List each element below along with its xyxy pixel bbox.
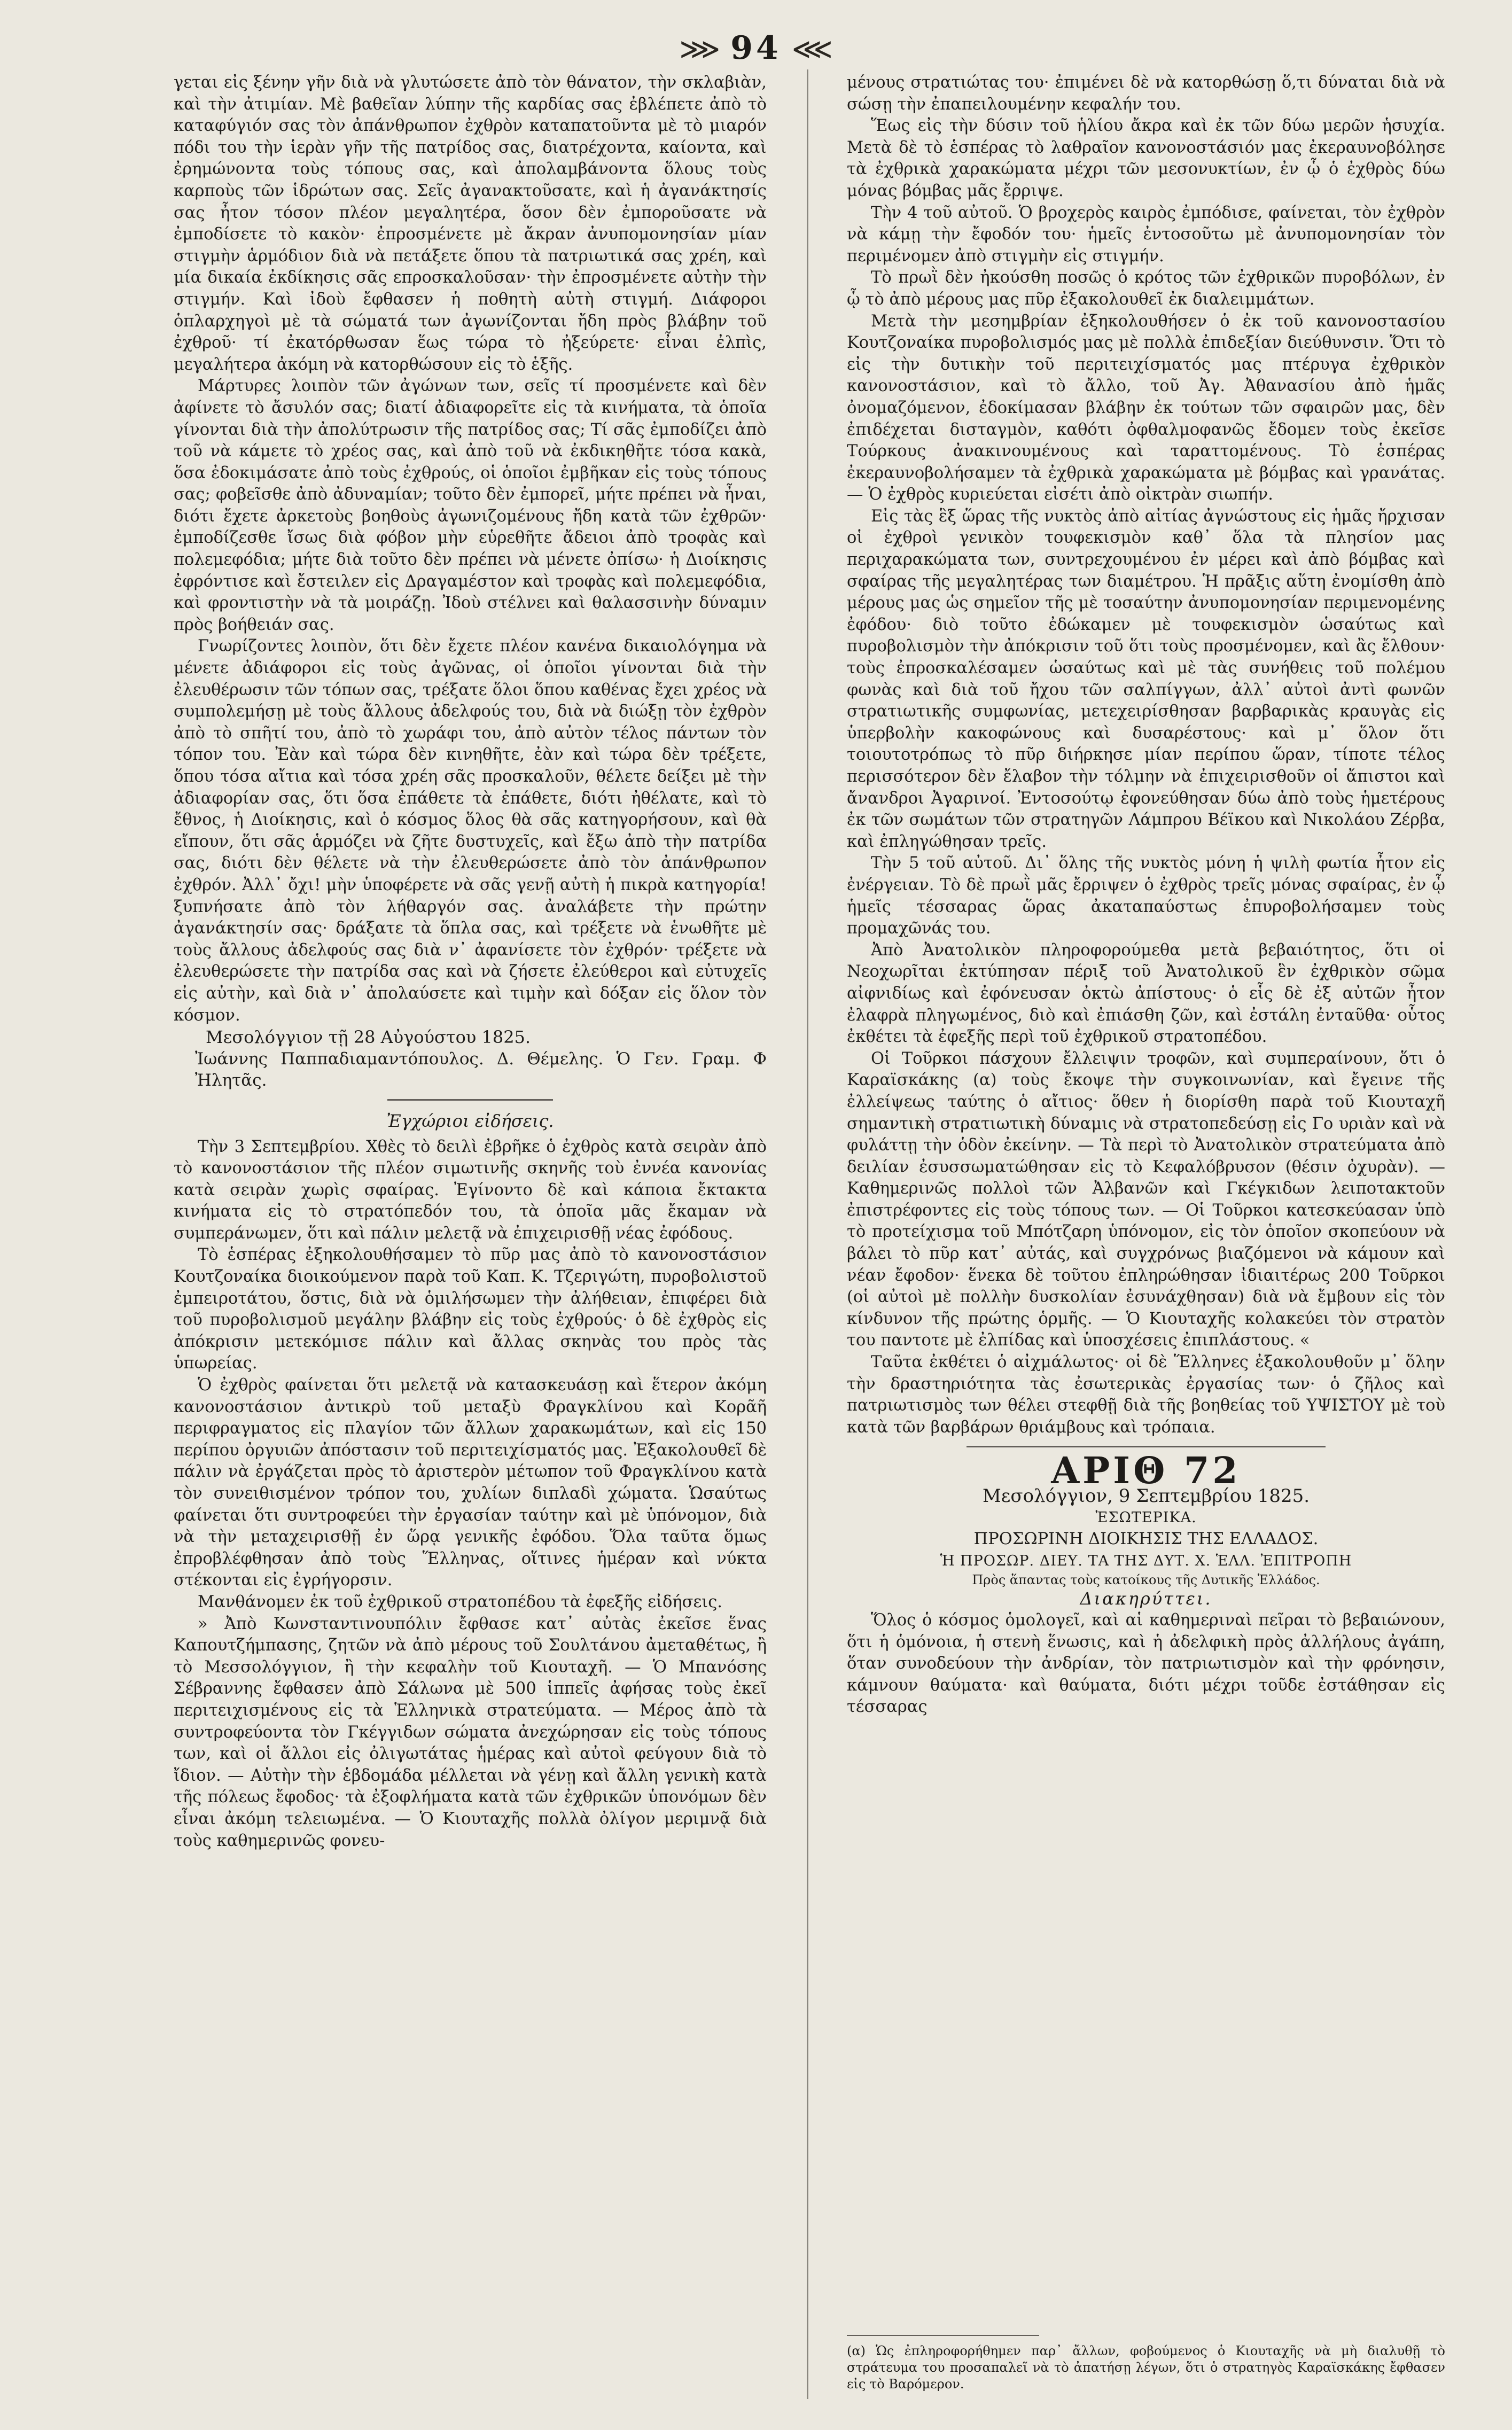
news-paragraph: Τὴν 4 τοῦ αὐτοῦ. Ὁ βροχερὸς καιρὸς ἐμπόδισε, φαίνεται, τὸν ἐχθρὸν νὰ κάμῃ τὴν ἔφοδόν του· ἡμεῖς ἐντοσοῦτω μὲ ἀνυπομονησίαν τὸν περιμένομεν ἀπὸ στιγμὴν εἰς στιγμήν. (847, 203, 1445, 266)
section-title: Ἐγχώριοι εἰδήσεις. (386, 1110, 554, 1131)
issue-rule (967, 1446, 1326, 1447)
news-paragraph: μένους στρατιώτας του· ἐπιμένει δὲ νὰ κατορθώσῃ ὅ,τι δύναται διὰ νὰ σώσῃ τὴν ἐπαπειλουμένην κεφαλήν του. (847, 73, 1445, 114)
proclamation-paragraph: Μάρτυρες λοιπὸν τῶν ἀγώνων των, σεῖς τί προσμένετε καὶ δὲν ἀφίνετε τὸ ἄσυλόν σας; διατί ἀδιαφορεῖτε εἰς τὰ κινήματα, τὰ ὁποῖα γίνονται διὰ τὴν ἀπολύτρωσιν τῆς πατρίδος σας; Τί σᾶς ἐμποδίζει ἀπὸ τοῦ νὰ κάμετε τὸ χρέος σας, καὶ ἀπὸ τοῦ νὰ ἐκδικηθῆτε τόσα κακὰ, ὅσα ἐδοκιμάσατε ἀπὸ τοὺς ἐχθρούς, οἱ ὁποῖοι ἐμβῆκαν εἰς τοὺς τόπους σας; φοβεῖσθε ἀπὸ ἀδυναμίαν; τοῦτο δὲν ἐμπορεῖ, μήτε πρέπει νὰ ἦναι, διότι ἔχετε ἀρκετοὺς βοηθοὺς ἀγωνιζομένους ἤδη κατὰ τῶν ἐχθρῶν· ἐμποδίζεσθε ἴσως διὰ φόβον μὴν εὑρεθῆτε ἄδειοι ἀπὸ τροφὰς καὶ πολεμεφόδια; μήτε διὰ τοῦτο δὲν πρέπει νὰ μένετε ὀπίσω· ἡ Διοίκησις ἐφρόντισε καὶ ἔστειλεν εἰς Δραγαμέστον καὶ τροφὰς καὶ πολεμεφόδια, καὶ φροντιστὴν νὰ τὰ μοιράζῃ. Ἰδοὺ στέλνει καὶ θαλασσινὴν δύναμιν πρὸς βοήθειάν σας. (174, 377, 767, 634)
proclamation-signers: Ἰωάννης Παππαδιαμαντόπουλος. Δ. Θέμελης. Ὁ Γεν. Γραμ. Φ Ἠλητᾶς. (195, 1049, 767, 1091)
news-paragraph: Τὴν 3 Σεπτεμβρίου. Χθὲς τὸ δειλὶ ἐβρῆκε ὁ ἐχθρὸς κατὰ σειρὰν ἀπὸ τὸ κανονοστάσιον τῆς πλέον σιμωτινῆς σκηνῆς τοὺ ἐννέα κανονίας κατὰ σειρὰν χωρὶς σφαίρας. Ἐγίνοντο δὲ καὶ κάποια ἔκτακτα κινήματα εἰς τὸ στρατόπεδόν του, τὰ ὁποῖα μᾶς ἔκαμαν νὰ συμπεράνωμεν, ὅτι καὶ πάλιν μελετᾷ νὰ ἐπιχειρισθῇ νέας ἐφόδους. (174, 1137, 767, 1243)
section-rule (387, 1099, 554, 1101)
news-paragraph: Ἀπὸ Ἀνατολικὸν πληροφορούμεθα μετὰ βεβαιότητος, ὅτι οἱ Νεοχωρῖται ἐκτύπησαν πέριξ τοῦ Ἀνατολικοῦ ἓν ἐχθρικὸν σῶμα αἰφνιδίως καὶ ἐφόνευσαν ὀκτὼ ἀπίστους· ὁ εἷς δὲ ἐξ αὐτῶν ἦτον ἐλαφρὰ πληγωμένος, διὸ καὶ ἐπιάσθη ζῶν, καὶ ἐστάλη ἐνταῦθα· οὗτος ἐκθέτει τὰ ἐφεξῆς περὶ τοῦ ἐχθρικοῦ στρατοπέδου. (847, 940, 1445, 1047)
issue-dateline: Μεσολόγγιον, 9 Σεπτεμβρίου 1825. (982, 1485, 1310, 1507)
news-paragraph: Τὸ ἑσπέρας ἐξηκολουθήσαμεν τὸ πῦρ μας ἀπὸ τὸ κανονοστάσιον Κουτζοναίκα διοικούμενον παρὰ τοῦ Καπ. Κ. Τζεριγώτη, πυροβολιστοῦ ἐμπειροτάτου, ὅστις, διὰ νὰ ὁμιλήσωμεν τὴν ἀλήθειαν, ἐπιφέρει διὰ τοῦ πυροβολισμοῦ μεγάλην βλάβην εἰς τοὺς ἐχθρούς· ὁ δὲ ἐχθρὸς εἰς ἀπόκρισιν μετεκόμισε πάλιν καὶ ἄλλας σκηνὰς του πρὸς τὰς ὑπωρείας. (174, 1245, 767, 1373)
footnote: (α) Ὡς ἐπληροφορήθημεν παρ᾽ ἄλλων, φοβούμενος ὁ Κιουταχῆς νὰ μὴ διαλυθῇ τὸ στράτευμα του προσαπαλεῖ νὰ τὸ ἀπατήσῃ λέγων, ὅτι ὁ στρατηγὸς Καραϊσκάκης ἔφθασεν εἰς τὸ Βαρόμερον. (847, 2343, 1445, 2392)
government-title: ΠΡΟΣΩΡΙΝΗ ΔΙΟΙΚΗΣΙΣ ΤΗΣ ΕΛΛΑΔΟΣ. (973, 1530, 1319, 1549)
government-subtitle: Ἡ ΠΡΟΣΩΡ. ΔΙΕΥ. ΤΑ ΤΗΣ ΔΥΤ. Χ. ἙΛΛ. ἘΠΙΤΡΟΠΗ (940, 1552, 1352, 1569)
left-ornament-icon: ⋙ (679, 32, 721, 66)
right-column (847, 72, 1445, 2398)
issue-number: ΑΡΙΘ 72 (1051, 1450, 1241, 1493)
left-column (174, 72, 767, 2398)
proclamation-paragraph: Ὅλος ὁ κόσμος ὁμολογεῖ, καὶ αἱ καθημεριναὶ πεῖραι τὸ βεβαιώνουν, ὅτι ἡ ὁμόνοια, ἡ στενὴ ἕνωσις, καὶ ἡ ἀδελφικὴ πρὸς ἀλλήλους ἀγάπη, ὅταν συνοδεύουν τὴν ἀνδρίαν, τὸν πατριωτισμὸν καὶ τὴν φρόνησιν, κάμνουν θαύματα· καὶ θαύματα, διότι μέχρι τοῦδε ἐστάθησαν εἰς τέσσαρας (847, 1610, 1445, 1717)
news-paragraph: Μανθάνομεν ἐκ τοῦ ἐχθρικοῦ στρατοπέδου τὰ ἐφεξῆς εἰδήσεις. (198, 1592, 723, 1611)
proclaims-heading: Διακηρύττει. (1080, 1588, 1212, 1609)
page-number: 94 (730, 29, 782, 67)
news-paragraph: Οἱ Τοῦρκοι πάσχουν ἔλλειψιν τροφῶν, καὶ συμπεραίνουν, ὅτι ὁ Καραϊσκάκης (α) τοὺς ἔκοψε τὴν συγκοινωνίαν, καὶ ἔγεινε τῆς ἐλλείψεως ταύτης ὁ αἴτιος· ὅθεν ἡ διορίσθη παρὰ τοῦ Κιουταχῆ σημαντικὴ στρατιωτικὴ δύναμις νὰ στρατοπεδεύσῃ εἰς Γο υριὰν καὶ νὰ φυλάττῃ τὴν ὁδὸν ἐκείνην. — Τὰ περὶ τὸ Ἀνατολικὸν στρατεύματα ἀπὸ δειλίαν ἐσυσσωματώθησαν εἰς τὸ Κεφαλόβρυσον (θέσιν ὀχυρὰν). — Καθημερινῶς πολλοὶ τῶν Ἀλβανῶν καὶ Γκέγκιδων λειποτακτοῦν ἐπιστρέφοντες εἰς τοὺς τόπους των. — Οἱ Τοῦρκοι κατεσκεύασαν ὑπὸ τὸ προτείχισμα τοῦ Μπότζαρη ὑπόνομον, εἰς τὸν ὁποῖον σκοπεύουν νὰ βάλει τὸ πῦρ κατ᾽ αὐτάς, καὶ συγχρόνως βιαζόμενοι νὰ κάμουν καὶ νέαν ἔφοδον· ἕνεκα δὲ τοῦτου ἐπληρώθησαν ἰδιαιτέρως 200 Τοῦρκοι (οἱ αὐτοὶ μὲ πολλὴν δυσκολίαν ἐσυνάχθησαν) διὰ νὰ ἔμβουν εἰς τὸν κίνδυνον τῆς πρώτης ὁρμῆς. — Ὁ Κιουταχῆς κολακεύει τὸν στρατὸν του παντοτε μὲ ἐλπίδας καὶ ὑποσχέσεις ἐπιπλάστους. « (847, 1049, 1445, 1350)
news-paragraph: » Ἀπὸ Κωνσταντινουπόλιν ἔφθασε κατ᾽ αὐτὰς ἐκεῖσε ἕνας Καπουτζήμπασης, ζητῶν νὰ ἀπὸ μέρους τοῦ Σουλτάνου ἀμεταθέτως, ἢ τὸ Μεσσολόγγιον, ἢ τὴν κεφαλὴν τοῦ Κιουταχῆ. — Ὁ Μπανόσης Σέβραννης ἔφθασεν ἀπὸ Σάλωνα μὲ 500 ἱππεῖς ἀφήσας τοὺς ἐκεῖ περιτειχισμένους εἰς τὰ Ἑλληνικὰ στρατεύματα. — Μέρος ἀπὸ τὰ συντροφεύοντα τὸν Γκέγγιδων σώματα ἀνεχώρησαν εἰς τοὺς τόπους των, καὶ οἱ ἄλλοι εἰς ὀλιγωτάτας ἡμέρας καὶ αὐτοὶ φεύγουν διὰ τὸ ἴδιον. — Αὐτὴν τὴν ἑβδομάδα μέλλεται νὰ γένῃ καὶ ἄλλη γενικὴ κατὰ τῆς πόλεως ἔφοδος· τὰ ἐξοφλήματα κατὰ τῶν ἐχθρικῶν ὑπονόμων δὲν εἶναι ἀκόμη τελειωμένα. — Ὁ Κιουταχῆς πολλὰ ὀλίγον μεριμνᾷ διὰ τοὺς καθημερινῶς φονευ- (174, 1614, 767, 1850)
proclamation-paragraph: Γνωρίζοντες λοιπὸν, ὅτι δὲν ἔχετε πλέον κανένα δικαιολόγημα νὰ μένετε ἀδιάφοροι εἰς τοὺς ἀγῶνας, οἱ ὁποῖοι γίνονται διὰ τὴν ἐλευθέρωσιν τῶν τόπων σας, τρέξατε ὅλοι ὅπου καθένας ἔχει χρέος νὰ συμπολεμήσῃ μὲ τοὺς ἄλλους ἀδελφούς του, διὰ νὰ διώξῃ τὸν ἐχθρὸν ἀπὸ τὸ σπῆτί του, ἀπὸ τὸ χωράφι του, ἀπὸ αὐτὸν τέλος πάντων τὸν τόπον του. Ἐὰν καὶ τώρα δὲν κινηθῆτε, ἐὰν καὶ τώρα δὲν τρέξετε, ὅπου τόσα αἴτια καὶ τόσα χρέη σᾶς προσκαλοῦν, θέλετε δείξει μὲ τὴν ἀδιαφορίαν σας, ὅτι ὅσα ἐπάθετε τὰ ἐπάθετε, διότι ἠθέλατε, καὶ τὸ ἔθνος, ἡ Διοίκησις, καὶ ὁ κόσμος ὅλος θὰ σᾶς κατηγορήσουν, καὶ θὰ εἴπουν, ὅτι σᾶς ἁρμόζει νὰ ζῆτε δυστυχεῖς, καὶ ἔξω ἀπὸ τὴν πατρίδα σας, διότι δὲν θέλετε νὰ τὴν ἐλευθερώσετε ἀπὸ τὸν ἀπάνθρωπον ἐχθρόν. Ἀλλ᾽ ὄχι! μὴν ὑποφέρετε νὰ σᾶς γενῇ αὐτὴ ἡ πικρὰ κατηγορία! ξυπνήσατε ἀπὸ τὸν λήθαργόν σας. ἀναλάβετε τὴν πρώτην ἀγανάκτησίν σας· δράξατε τὰ ὅπλα σας, καὶ τρέξετε νὰ ἑνωθῆτε μὲ τοὺς ἄλλους ἀδελφούς σας διὰ ν᾽ ἀφανίσετε τὸν ἐχθρόν· τρέξετε νὰ ἐλευθερώσετε τὴν πατρίδα σας καὶ νὰ ζήσετε ἐλεύθεροι καὶ εὐτυχεῖς εἰς αὐτὴν, καὶ διὰ ν᾽ ἀπολαύσετε καὶ τιμὴν καὶ δόξαν εἰς ὅλον τὸν κόσμον. (174, 637, 767, 1025)
news-paragraph: Ἕως εἰς τὴν δύσιν τοῦ ἡλίου ἄκρα καὶ ἐκ τῶν δύω μερῶν ἡσυχία. Μετὰ δὲ τὸ ἑσπέρας τὸ λαθραῖον κανονοστάσιόν μας ἐκεραυνοβόλησε τὰ ἐχθρικὰ χαρακώματα μέχρι τῶν μεσονυκτίων, ἐν ᾧ ὁ ἐχθρὸς δύω μόνας βόμβας μᾶς ἔρριψε. (847, 116, 1445, 200)
news-paragraph: Μετὰ τὴν μεσημβρίαν ἐξηκολουθήσεν ὁ ἐκ τοῦ κανονοστασίου Κουτζοναίκα πυροβολισμός μας μὲ πολλὰ ἐπιδεξίαν διεύθυνσιν. Ὅτι τὸ εἰς τὴν δυτικὴν τοῦ περιτειχίσματός μας πτέρυγα ἐχθρικὸν κανονοστάσιον, καὶ τὸ ἄλλο, τοῦ Ἀγ. Ἀθανασίου ἀπὸ ἡμᾶς ὀνομαζόμενον, ἐδοκίμασαν βλάβην ἐκ τούτων τῶν σφαιρῶν μας, δὲν ἐπιδέχεται δισταγμὸν, καθότι ὀφθαλμοφανῶς ἔδομεν τοὺς ἐκεῖσε Τούρκους ἀνακινουμένους καὶ ταραττομένους. Τὸ ἑσπέρας ἐκεραυνοβολήσαμεν τὰ ἐχθρικὰ χαρακώματα μὲ βόμβας καὶ γρανάτας. — Ὁ ἐχθρὸς κυριεύεται εἰσέτι ἀπὸ οἰκτρὰν σιωπήν. (847, 311, 1445, 504)
proclamation-paragraph: γεται εἰς ξένην γῆν διὰ νὰ γλυτώσετε ἀπὸ τὸν θάνατον, τὴν σκλαβιὰν, καὶ τὴν ἀτιμίαν. Μὲ βαθεῖαν λύπην τῆς καρδίας σας ἐβλέπετε ἀπὸ τὸ καταφύγιόν σας τὸν ἀπάνθρωπον ἐχθρὸν καταπατοῦντα μὲ τὸ μιαρόν πόδι του τὴν ἱερὰν γῆν τῆς πατρίδος σας, διατρέχοντα, καίοντα, καὶ ἐρημώνοντα τοὺς τόπους σας, καὶ ἀπολαμβάνοντα ὅλους τοὺς καρποὺς τῶν ἱδρώτων σας. Σεῖς ἀγανακτοῦσατε, καὶ ἡ ἀγανάκτησίς σας ἦτον τόσον πλέον μεγαλητέρα, ὅσον δὲν ἐμποροῦσατε νὰ ἐμποδίσετε τὸ κακὸν· ἐπροσμένετε μὲ ἄκραν ἀνυπομονησίαν μίαν στιγμὴν ἁρμόδιον διὰ νὰ πετάξετε ὅπου τὰ πατριωτικά σας χρέη, καὶ μία δικαία ἐκδίκησις σᾶς επροσκαλοῦσαν· τὴν ἐπροσμένετε αὐτὴν τὴν στιγμήν. Καὶ ἰδοὺ ἔφθασεν ἡ ποθητὴ αὐτὴ στιγμή. Διάφοροι ὁπλαρχηγοὶ μὲ τὰ σώματά των ἀγωνίζονται ἤδη πρὸς βλάβην τοῦ ἐχθροῦ· τί ἐκατόρθωσαν ἕως τώρα τὸ ἠξεύρετε· εἶναι ἐλπὶς, μεγαλήτερα ἀκόμη νὰ κατορθώσουν εἰς τὸ ἑξῆς. (174, 73, 767, 374)
news-paragraph: Τὸ πρωῒ δὲν ἠκούσθη ποσῶς ὁ κρότος τῶν ἐχθρικῶν πυροβόλων, ἐν ᾧ τὸ ἀπὸ μέρους μας πῦρ ἐξακολουθεῖ ἐκ διαλειμμάτων. (847, 268, 1445, 309)
right-ornament-icon: ⋘ (791, 32, 833, 66)
news-paragraph: Ταῦτα ἐκθέτει ὁ αἰχμάλωτος· οἱ δὲ Ἕλληνες ἐξακολουθοῦν μ᾽ ὅλην τὴν δραστηριότητα τὰς ἐσωτερικὰς ἐργασίας των· ὁ ζῆλος καὶ πατριωτισμὸς των θέλει στεφθῇ διὰ τῆς βοηθείας τοῦ ΥΨΙΣΤΟΥ μὲ τοὺ κατὰ τῶν βαρβάρων θριάμβους καὶ τρόπαια. (847, 1353, 1445, 1437)
footnote-rule (847, 2335, 1039, 2336)
section-label: ἘΣΩΤΕΡΙΚΑ. (1095, 1509, 1197, 1526)
government-address: Πρὸς ἅπαντας τοὺς κατοίκους τῆς Δυτικῆς Ἑλλάδος. (972, 1572, 1320, 1588)
news-paragraph: Τὴν 5 τοῦ αὐτοῦ. Δι᾽ ὅλης τῆς νυκτὸς μόνη ἡ ψιλὴ φωτία ἦτον εἰς ἐνέργειαν. Τὸ δὲ πρωῒ μᾶς ἔρριψεν ὁ ἐχθρὸς τρεῖς μόνας σφαίρας, ἐν ᾧ ἡμεῖς τέσσαρας ὥρας ἀκαταπαύστως ἐπυροβολήσαμεν τοὺς προμαχῶνάς του. (847, 854, 1445, 938)
page-header (0, 29, 1512, 77)
proclamation-dateline: Μεσολόγγιον τῇ 28 Αὐγούστου 1825. (206, 1027, 531, 1048)
news-paragraph: Εἰς τὰς ἓξ ὥρας τῆς νυκτὸς ἀπὸ αἰτίας ἀγνώστους εἰς ἡμᾶς ἤρχισαν οἱ ἐχθροὶ γενικὸν τουφεκισμὸν καθ᾽ ὅλα τὰ πλησίον μας περιχαρακώματα των, συντρεχουμένου ἐν μέρει καὶ ἀπὸ βόμβας καὶ σφαίρας τῆς μεγαλητέρας των διαμέτρου. Ἡ πρᾶξις αὕτη ἐνομίσθη ἀπὸ μέρους μας ὡς σημεῖον τῆς μὲ τοσαύτην ἀνυπομονησίαν περιμενομένης ἐφόδου· διὸ τοῦτο ἐδώκαμεν μὲ τουφεκισμὸν ὡσαύτως καὶ πυροβολισμὸν τὴν ἀπόκρισιν τοῦ ὅτι τοὺς προσμένομεν, καὶ ἂς ἔλθουν· τοὺς ἐπροσκαλέσαμεν ὡσαύτως καὶ μὲ τὰς συνήθεις τοῦ πολέμου φωνὰς καὶ διὰ τοῦ ἤχου τῶν σαλπίγγων, ἀλλ᾽ αὐτοὶ ἀντὶ φωνῶν στρατιωτικῆς συμφωνίας, μετεχειρίσθησαν βαρβαρικὰς κραυγὰς εἰς ὑπερβολὴν κακοφώνους καὶ δυσαρέστους· καὶ μ᾽ ὅλον ὅτι τοιουτοτρόπως τὸ πῦρ διήρκησε μίαν περίπου ὥραν, τίποτε τέλος περισσότερον δὲν ἔλαβον τὴν τόλμην νὰ ἐπιχειρισθοῦν οἱ ἄπιστοι καὶ ἄνανδροι Ἀγαρινοί. Ἐντοσούτῳ ἐφονεύθησαν δύω ἀπὸ τοὺς ἡμετέρους ἐκ τῶν σωμάτων τῶν στρατηγῶν Λάμπρου Βέϊκου καὶ Νικολάου Ζέρβα, καὶ ἐπληγώθησαν τρεῖς. (847, 507, 1445, 851)
news-paragraph: Ὁ ἐχθρὸς φαίνεται ὅτι μελετᾷ νὰ κατασκευάσῃ καὶ ἕτερον ἀκόμη κανονοστάσιον ἀντικρὺ τοῦ μεταξὺ Φραγκλίνου καὶ Κορᾶῆ περιφραγματος εἰς πλαγίον τῶν ἄλλων χαρακωμάτων, καὶ εἰς 150 περίπου ὀργυιῶν ἀπόστασιν τοῦ περιτειχίσματός μας. Ἐξακολουθεῖ δὲ πάλιν νὰ ἐργάζεται πρὸς τὸ ἀριστερὸν μέτωπον τοῦ Φραγκλίνου κατὰ τὸν συνειθισμένον τρόπον του, χυλίων διπλαδὶ χώματα. Ὡσαύτως φαίνεται ὅτι συντροφεύει τὴν ἐργασίαν ταύτην καὶ μὲ ὑπόνομον, διὰ νὰ τὴν μεταχειρισθῇ ἐν ὥρᾳ γενικῆς ἐφόδου. Ὅλα ταῦτα ὅμως ἐπροβλέφθησαν ἀπὸ τοὺς Ἕλληνας, οἵτινες ἡμέραν καὶ νύκτα στέκονται εἰς ἐγρήγορσιν. (174, 1376, 767, 1590)
column-divider (807, 69, 808, 2399)
